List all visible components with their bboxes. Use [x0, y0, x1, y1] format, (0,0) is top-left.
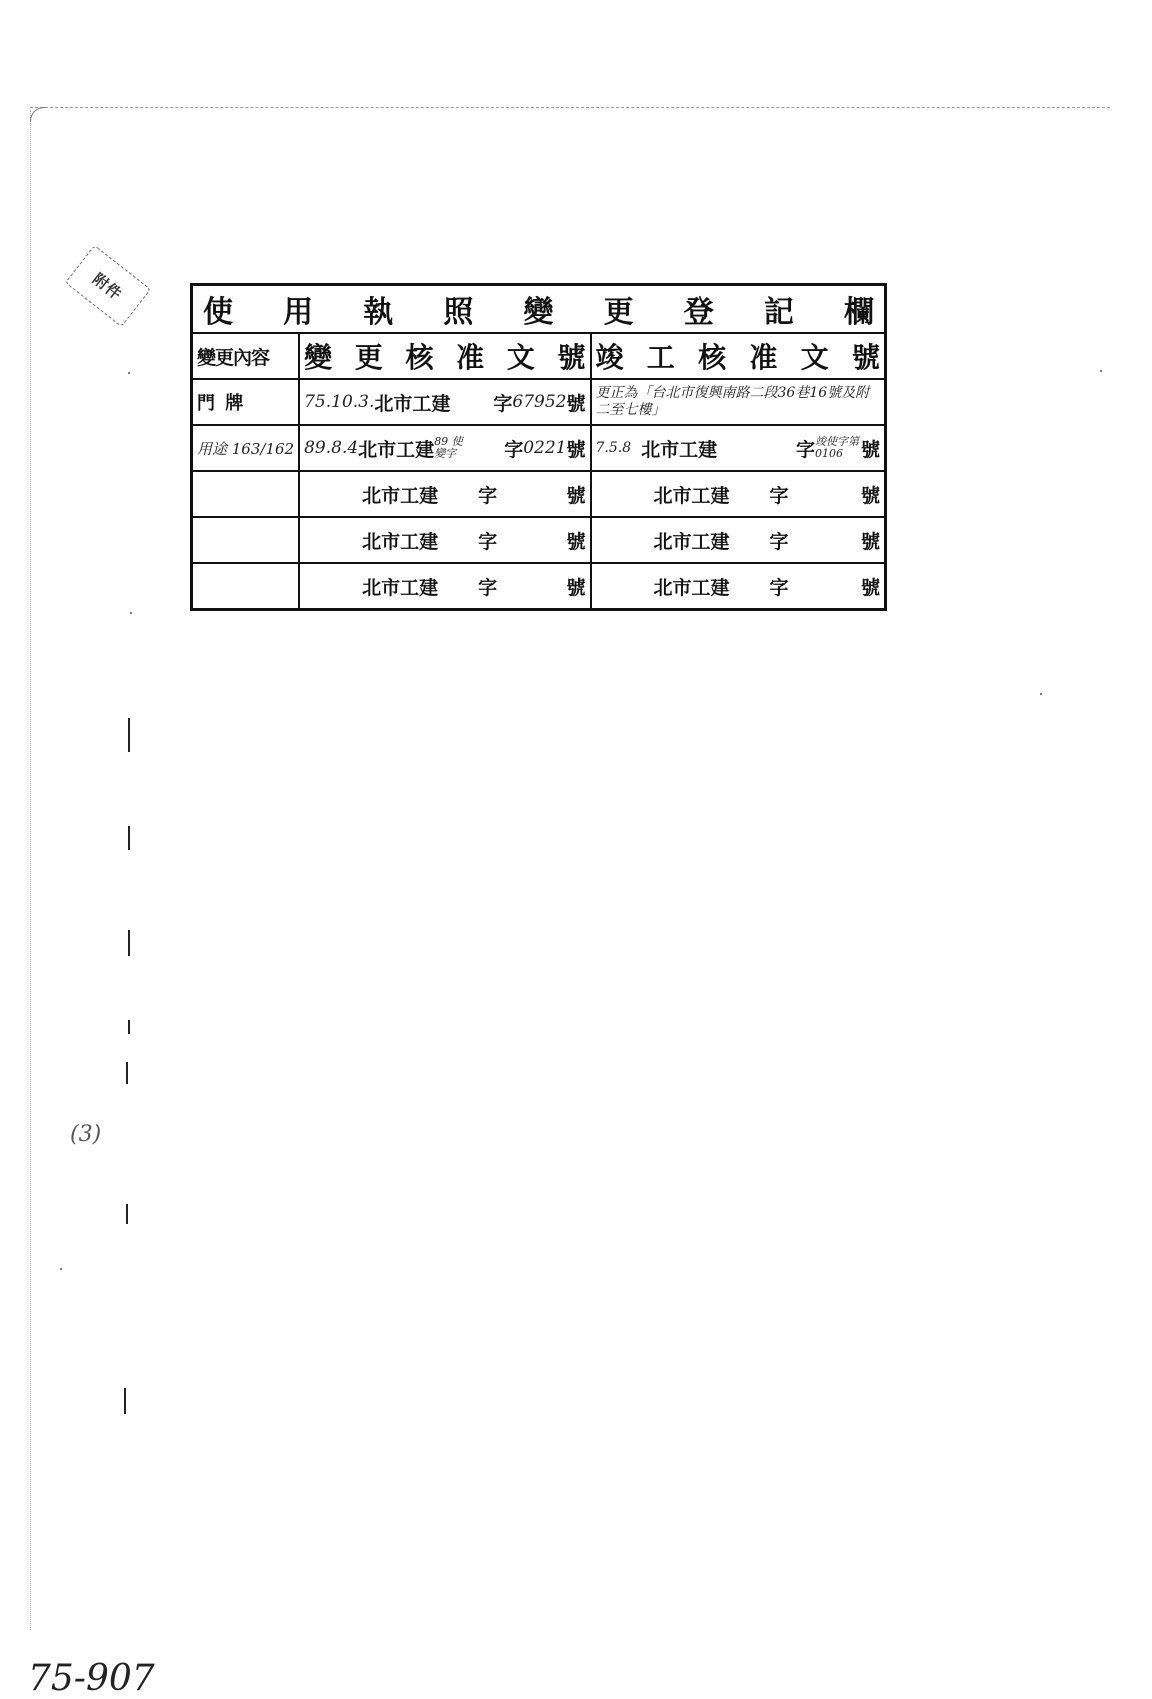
header-char: 更	[354, 341, 383, 374]
header-char: 核	[698, 341, 727, 374]
header-completion-approval	[591, 333, 886, 379]
scan-speck	[128, 372, 130, 374]
hao-label: 號	[860, 576, 880, 599]
completion-annotation: 竣使字第 0106	[814, 435, 859, 460]
completion-approval-cell	[591, 517, 886, 563]
hao-label: 號	[566, 576, 586, 599]
prefix-label: 北市工建	[653, 576, 730, 599]
change-number: 0221	[523, 438, 567, 458]
change-approval-cell	[299, 563, 590, 610]
change-date: 89.8.4	[304, 438, 359, 458]
title-char: 登	[683, 295, 714, 330]
hao-label: 號	[860, 438, 880, 461]
zi-label: 字	[795, 438, 815, 461]
scan-speck	[1100, 370, 1102, 372]
margin-mark	[128, 826, 130, 850]
table-header-row	[192, 333, 886, 379]
header-char: 文	[506, 341, 535, 374]
scan-edge-top	[30, 107, 1110, 108]
title-char: 記	[763, 295, 794, 330]
margin-mark	[126, 1204, 128, 1224]
completion-date: 7.5.8	[595, 440, 632, 456]
completion-note: 更正為「台北市復興南路二段36巷16號及附二至七樓」	[595, 385, 870, 418]
row-item-cell	[192, 471, 300, 517]
scan-speck	[1040, 693, 1042, 695]
header-change-approval	[299, 333, 590, 379]
completion-approval-cell	[591, 425, 886, 471]
completion-approval-cell	[591, 563, 886, 610]
prefix-label: 北市工建	[653, 530, 730, 553]
completion-approval-cell	[591, 379, 886, 425]
zi-label: 字	[769, 576, 789, 599]
completion-approval-cell	[591, 471, 886, 517]
table-title-row	[192, 285, 886, 334]
header-char: 准	[749, 341, 778, 374]
margin-mark	[126, 1062, 128, 1084]
prefix-label: 北市工建	[362, 576, 439, 599]
hao-label: 號	[566, 438, 586, 461]
prefix-label: 北市工建	[362, 530, 439, 553]
zi-label: 字	[478, 576, 498, 599]
margin-handwritten-note: (3)	[70, 1122, 102, 1147]
table-row	[192, 425, 886, 471]
change-approval-cell	[299, 425, 590, 471]
page-number: 75-907	[28, 1658, 155, 1699]
scan-speck	[60, 1268, 62, 1270]
hao-label: 號	[566, 530, 586, 553]
header-char: 變	[304, 341, 333, 374]
margin-mark	[128, 718, 130, 752]
row-item: 用途 163/162	[197, 439, 295, 458]
header-char: 工	[646, 341, 675, 374]
scan-speck	[130, 612, 132, 614]
hao-label: 號	[566, 392, 586, 415]
zi-label: 字	[504, 438, 524, 461]
table-title-cell	[192, 285, 886, 334]
prefix-label: 北市工建	[362, 484, 439, 507]
table-title	[197, 287, 880, 331]
header-char: 文	[800, 341, 829, 374]
change-date: 75.10.3.	[304, 392, 375, 412]
zi-label: 字	[478, 530, 498, 553]
scan-edge-left	[30, 110, 31, 1630]
hao-label: 號	[860, 530, 880, 553]
table-row	[192, 379, 886, 425]
row-item-cell	[192, 379, 300, 425]
prefix-label: 北市工建	[358, 438, 435, 461]
title-char: 更	[603, 295, 634, 330]
margin-mark	[128, 930, 130, 956]
header-char: 號	[851, 341, 880, 374]
change-number: 67952	[512, 392, 567, 412]
row-item-cell	[192, 563, 300, 610]
change-approval-cell	[299, 517, 590, 563]
title-char: 欄	[844, 295, 874, 330]
hao-label: 號	[566, 484, 586, 507]
title-char: 用	[283, 295, 314, 330]
header-char: 號	[557, 341, 586, 374]
change-approval-cell	[299, 471, 590, 517]
hao-label: 號	[860, 484, 880, 507]
zi-label: 字	[478, 484, 498, 507]
title-char: 照	[443, 295, 474, 330]
title-char: 使	[203, 295, 233, 330]
row-item: 門 牌	[197, 393, 246, 414]
header-char: 核	[405, 341, 434, 374]
table-row	[192, 563, 886, 610]
table-row	[192, 517, 886, 563]
title-char: 變	[523, 295, 554, 330]
zi-label: 字	[769, 484, 789, 507]
row-item-cell	[192, 517, 300, 563]
license-change-registration-table	[190, 283, 887, 611]
prefix-label: 北市工建	[641, 438, 718, 461]
row-item-cell	[192, 425, 300, 471]
prefix-label: 北市工建	[653, 484, 730, 507]
header-char: 准	[456, 341, 485, 374]
attachment-stamp: 附件	[65, 245, 151, 327]
header-char: 竣	[595, 341, 624, 374]
change-annotation: 89 使變字	[434, 435, 463, 460]
prefix-label: 北市工建	[374, 392, 451, 415]
change-approval-cell	[299, 379, 590, 425]
margin-mark	[124, 1388, 126, 1414]
margin-mark	[128, 1020, 130, 1034]
table-row	[192, 471, 886, 517]
zi-label: 字	[493, 392, 513, 415]
header-item: 變更內容	[192, 333, 300, 379]
scan-corner	[30, 107, 45, 122]
title-char: 執	[363, 295, 394, 330]
zi-label: 字	[769, 530, 789, 553]
